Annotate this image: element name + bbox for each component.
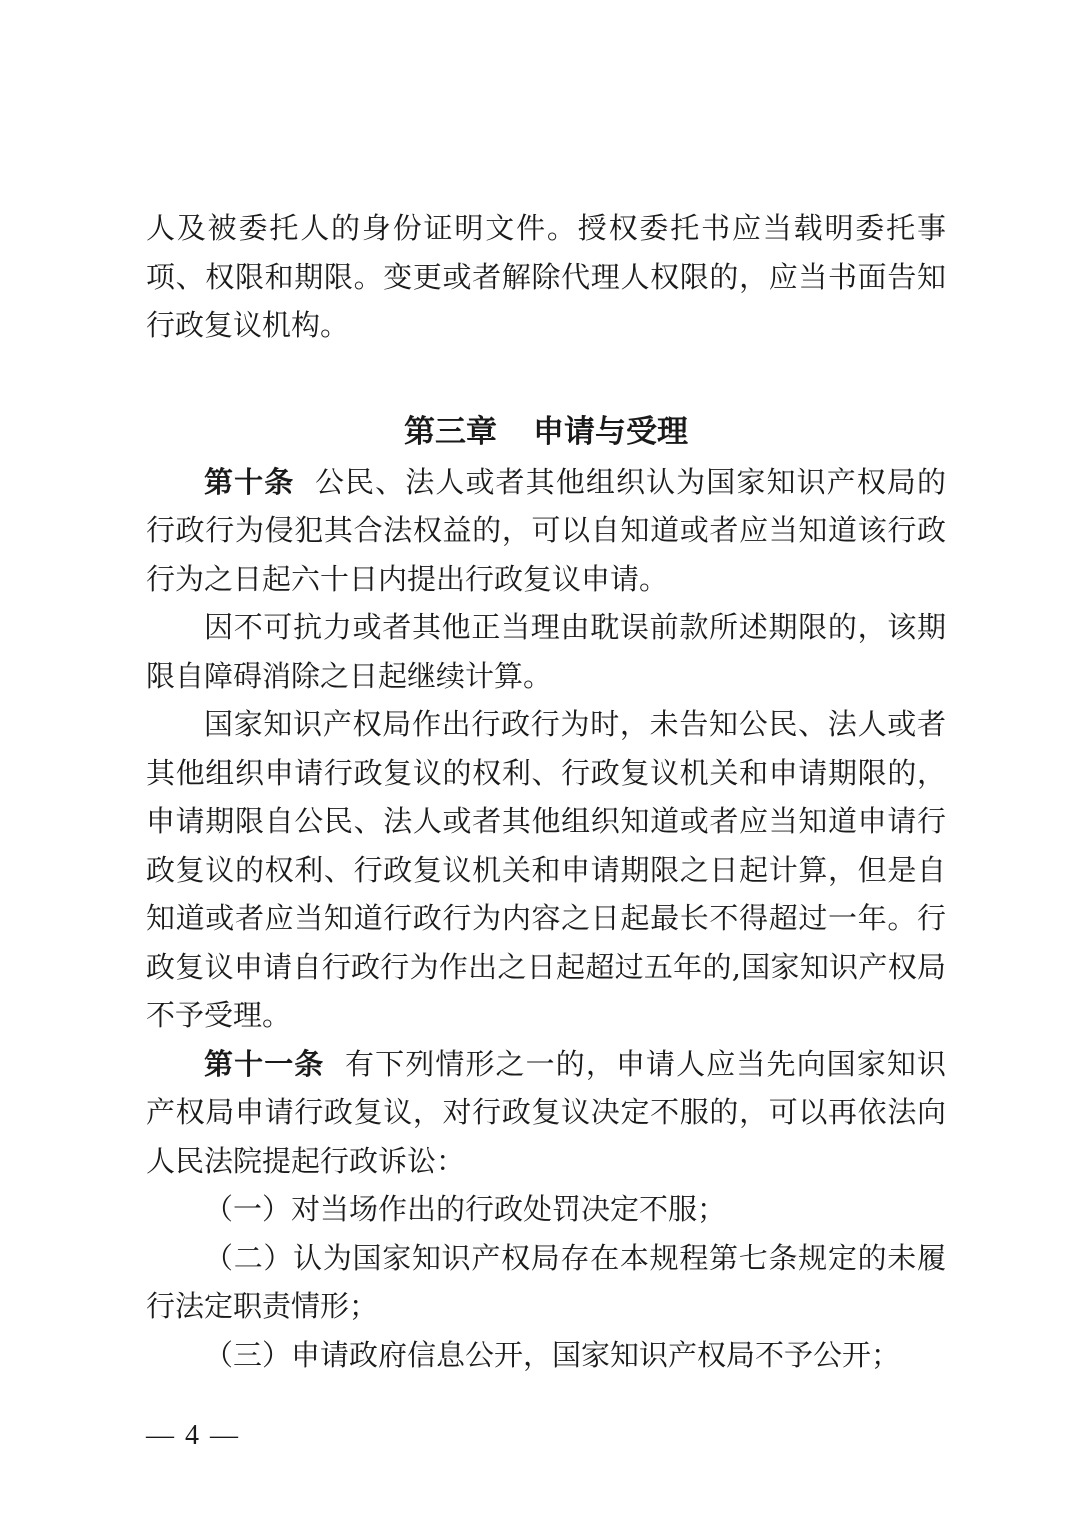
article-10-paragraph-3: 国家知识产权局作出行政行为时，未告知公民、法人或者其他组织申请行政复议的权利、行政复议机关和申请期限的，申请期限自公民、法人或者其他组织知道或者应当知道申请行政复议的权利、行政复议机关和申请期限之日起计算，但是自知道或者应当知道行政行为内容之日起最长不得超过一年。行政复议申请自行政行为作出之日起超过五年的,国家知识产权局不予受理。 (146, 707, 946, 1032)
chapter-number: 第三章 (404, 413, 497, 450)
article-10-paragraph-1 (146, 458, 946, 604)
article-10-heading: 第十条 (204, 464, 295, 499)
article-11-paragraph-1 (146, 1040, 946, 1186)
page-number: — 4 — (146, 1420, 240, 1451)
chapter-title (146, 406, 946, 458)
article-11-heading: 第十一条 (204, 1046, 325, 1081)
chapter-name: 申请与受理 (533, 413, 688, 450)
article-11-item-2: （二）认为国家知识产权局存在本规程第七条规定的未履行法定职责情形； (146, 1240, 946, 1323)
article-10-paragraph-2: 因不可抗力或者其他正当理由耽误前款所述期限的，该期限自障碍消除之日起继续计算。 (146, 610, 946, 693)
article-11-item-3: （三）申请政府信息公开，国家知识产权局不予公开； (204, 1337, 901, 1372)
document-body (146, 204, 946, 1379)
article-11-item-1: （一）对当场作出的行政处罚决定不服； (204, 1192, 727, 1226)
article-11-text: 有下列情形之一的，申请人应当先向国家知识产权局申请行政复议，对行政复议决定不服的，可以再依法向人民法院提起行政诉讼： (146, 1046, 946, 1178)
article-10-text: 公民、法人或者其他组织认为国家知识产权局的行政行为侵犯其合法权益的，可以自知道或者应当知道该行政行为之日起六十日内提出行政复议申请。 (146, 464, 946, 596)
paragraph-continuation: 人及被委托人的身份证明文件。授权委托书应当载明委托事项、权限和期限。变更或者解除代理人权限的，应当书面告知行政复议机构。 (146, 211, 946, 342)
